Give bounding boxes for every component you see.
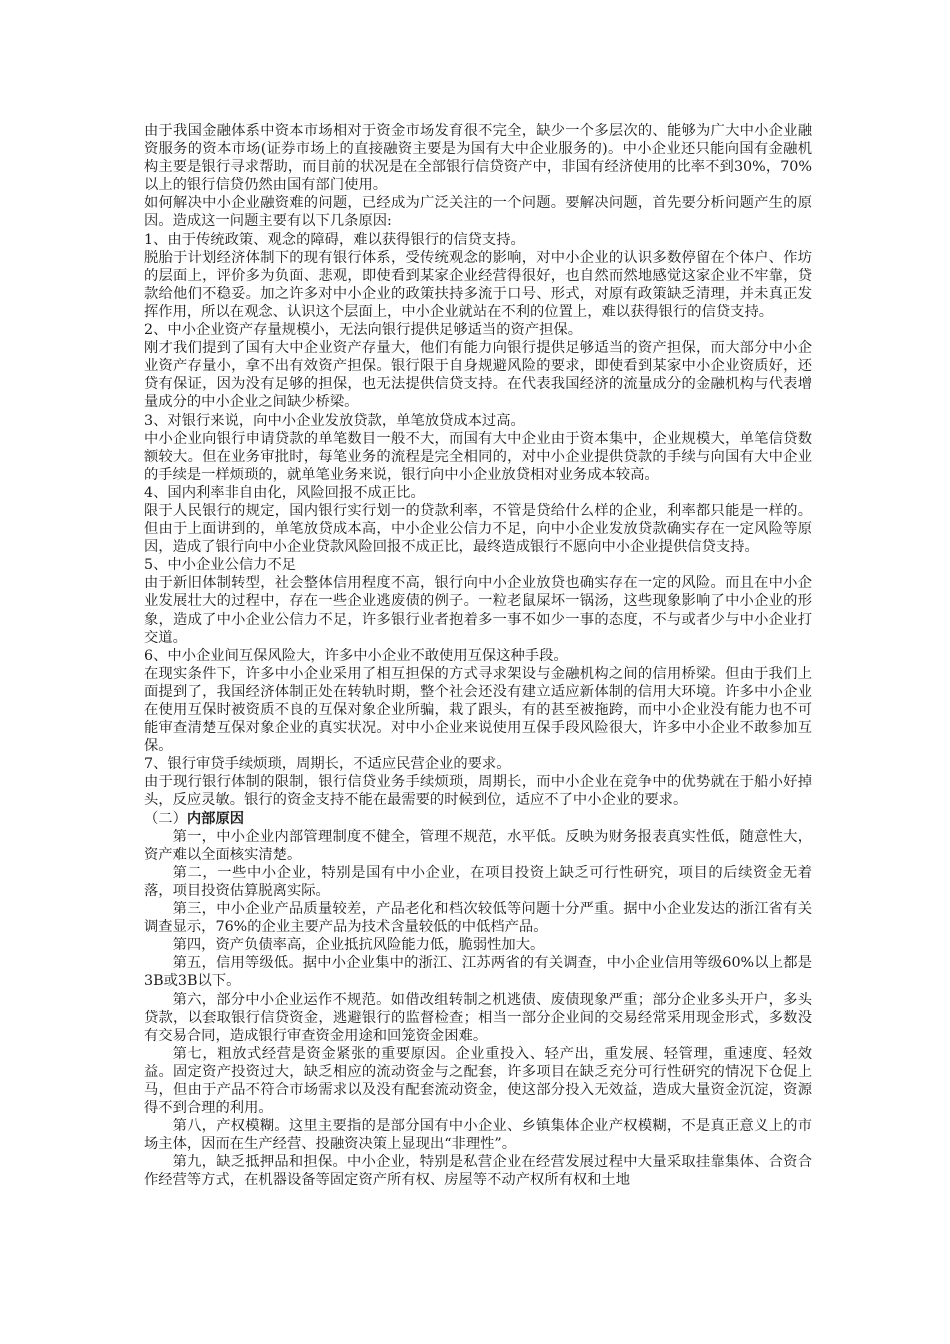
list-heading: 3、对银行来说，向中小企业发放贷款，单笔放贷成本过高。 <box>144 412 525 429</box>
paragraph: 第八，产权模糊。这里主要指的是部分国有中小企业、乡镇集体企业产权模糊，不是真正意义上的市场主体，因而在生产经营、投融资决策上显现出“非理性”。 <box>144 1118 812 1153</box>
paragraph: 第二，一些中小企业，特别是国有中小企业，在项目投资上缺乏可行性研究，项目的后续资金无着落，项目投资估算脱离实际。 <box>144 864 812 899</box>
paragraph: 由于现行银行体制的限制，银行信贷业务手续烦琐，周期长，而中小企业在竞争中的优势就在于船小好掉头，反应灵敏。银行的资金支持不能在最需要的时候到位，适应不了中小企业的要求。 <box>144 774 812 809</box>
paragraph: 由于新旧体制转型，社会整体信用程度不高，银行向中小企业放贷也确实存在一定的风险。而且在中小企业发展壮大的过程中，存在一些企业逃废债的例子。一粒老鼠屎坏一锅汤，这些现象影响了中小企业的形象，造成了中小企业公信力不足，许多银行业者抱着多一事不如少一事的态度，不与或者少与中小企业打交道。 <box>144 575 812 646</box>
list-heading: 7、银行审贷手续烦琐，周期长，不适应民营企业的要求。 <box>144 756 511 773</box>
document-body <box>144 122 812 1190</box>
paragraph: 由于我国金融体系中资本市场相对于资金市场发育很不完全，缺少一个多层次的、能够为广大中小企业融资服务的资本市场(证券市场上的直接融资主要是为国有大中企业服务的)。中小企业还只能向国有金融机构主要是银行寻求帮助，而目前的状况是在全部银行信贷资产中，非国有经济使用的比率不到30%，70%以上的银行信贷仍然由国有部门使用。 <box>144 123 812 194</box>
list-heading: 4、国内利率非自由化，风险回报不成正比。 <box>144 484 425 501</box>
section-heading-internal <box>144 810 812 828</box>
paragraph: 限于人民银行的规定，国内银行实行划一的贷款利率，不管是贷给什么样的企业，利率都只能是一样的。但由于上面讲到的，单笔放贷成本高，中小企业公信力不足，向中小企业发放贷款确实存在一定风险等原因，造成了银行向中小企业贷款风险回报不成正比，最终造成银行不愿向中小企业提供信贷支持。 <box>144 502 812 556</box>
paragraph: 刚才我们提到了国有大中企业资产存量大，他们有能力向银行提供足够适当的资产担保，而大部分中小企业资产存量小，拿不出有效资产担保。银行限于自身规避风险的要求，即使看到某家中小企业资质好，还贷有保证，因为没有足够的担保，也无法提供信贷支持。在代表我国经济的流量成分的金融机构与代表增量成分的中小企业之间缺少桥梁。 <box>144 340 812 411</box>
paragraph: 第九，缺乏抵押品和担保。中小企业，特别是私营企业在经营发展过程中大量采取挂靠集体、合资合作经营等方式，在机器设备等固定资产所有权、房屋等不动产权所有权和土地 <box>144 1154 812 1189</box>
list-heading: 5、中小企业公信力不足 <box>144 557 297 574</box>
list-heading: 1、由于传统政策、观念的障碍，难以获得银行的信贷支持。 <box>144 231 525 248</box>
section-heading-title: 内部原因 <box>186 810 245 827</box>
section-heading-prefix: （二） <box>144 810 187 827</box>
paragraph: 第三，中小企业产品质量较差，产品老化和档次较低等问题十分严重。据中小企业发达的浙江省有关调查显示，76%的企业主要产品为技术含量较低的中低档产品。 <box>144 901 812 936</box>
paragraph: 中小企业向银行申请贷款的单笔数目一般不大，而国有大中企业由于资本集中，企业规模大，单笔信贷数额较大。但在业务审批时，每笔业务的流程是完全相同的，对中小企业提供贷款的手续与向国有大中企业的手续是一样烦琐的，就单笔业务来说，银行向中小企业放贷相对业务成本较高。 <box>144 430 812 483</box>
paragraph: 第一，中小企业内部管理制度不健全，管理不规范，水平低。反映为财务报表真实性低，随意性大，资产难以全面核实清楚。 <box>144 828 812 863</box>
paragraph: 第四，资产负债率高，企业抵抗风险能力低，脆弱性加大。 <box>172 937 545 954</box>
list-heading: 2、中小企业资产存量规模小，无法向银行提供足够适当的资产担保。 <box>144 322 582 339</box>
paragraph: 第五，信用等级低。据中小企业集中的浙江、江苏两省的有关调查，中小企业信用等级60%以上都是3B或3B以下。 <box>144 955 812 990</box>
paragraph: 第六，部分中小企业运作不规范。如借改组转制之机逃债、废债现象严重；部分企业多头开户，多头贷款，以套取银行信贷资金，逃避银行的监督检查；相当一部分企业间的交易经常采用现金形式，多数没有交易合同，造成银行审查资金用途和回笼资金困难。 <box>144 991 812 1044</box>
paragraph: 第七，粗放式经营是资金紧张的重要原因。企业重投入、轻产出，重发展、轻管理，重速度、轻效益。固定资产投资过大，缺乏相应的流动资金与之配套，许多项目在缺乏充分可行性研究的情况下仓促上马，但由于产品不符合市场需求以及没有配套流动资金，使这部分投入无效益，造成大量资金沉淀，资源得不到合理的利用。 <box>144 1045 812 1117</box>
list-heading: 6、中小企业间互保风险大，许多中小企业不敢使用互保这种手段。 <box>144 647 568 664</box>
paragraph: 在现实条件下，许多中小企业采用了相互担保的方式寻求架设与金融机构之间的信用桥梁。但由于我们上面提到了，我国经济体制正处在转轨时期，整个社会还没有建立适应新体制的信用大环境。许多中小企业在使用互保时被资质不良的互保对象企业所骗，栽了跟头，有的甚至被拖跨，而中小企业没有能力也不可能审查清楚互保对象企业的真实状况。对中小企业来说使用互保手段风险很大，许多中小企业不敢参加互保。 <box>144 665 812 755</box>
paragraph: 如何解决中小企业融资难的问题，已经成为广泛关注的一个问题。要解决问题，首先要分析问题产生的原因。造成这一问题主要有以下几条原因: <box>144 195 812 230</box>
paragraph: 脱胎于计划经济体制下的现有银行体系，受传统观念的影响，对中小企业的认识多数停留在个体户、作坊的层面上，评价多为负面、悲观，即使看到某家企业经营得很好，也自然而然地感觉这家企业不牢靠，贷款给他们不稳妥。加之许多对中小企业的政策扶持多流于口号、形式，对原有政策缺乏清理，并未真正发挥作用，所以在观念、认识这个层面上，中小企业就站在不利的位置上，难以获得银行的信贷支持。 <box>144 249 812 320</box>
